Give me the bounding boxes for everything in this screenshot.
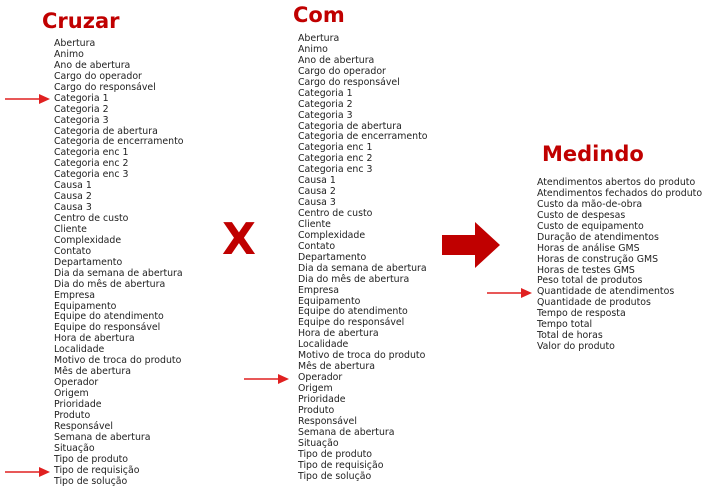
list-item: Categoria enc 1 xyxy=(54,147,129,159)
list-item: Causa 3 xyxy=(54,202,92,214)
list-item: Equipamento xyxy=(298,295,361,307)
list-item: Equipe do responsável xyxy=(298,317,405,329)
list-item: Responsável xyxy=(298,415,357,427)
list-item: Categoria de abertura xyxy=(54,125,158,137)
list-item: Causa 1 xyxy=(298,175,336,187)
list-item: Dia do mês de abertura xyxy=(54,278,166,290)
list-item: Operador xyxy=(298,372,343,384)
heading-cruzar: Cruzar xyxy=(42,9,120,33)
list-item: Operador xyxy=(54,377,99,389)
list-item: Valor do produto xyxy=(537,341,615,353)
list-item: Quantidade de produtos xyxy=(537,297,651,309)
list-item: Situação xyxy=(54,442,95,454)
list-item: Atendimentos fechados do produto xyxy=(537,187,703,199)
list-item: Ano de abertura xyxy=(54,59,131,71)
list-item: Origem xyxy=(298,383,333,394)
list-item: Semana de abertura xyxy=(298,426,395,438)
list-item: Equipe do responsável xyxy=(54,322,161,334)
list-item: Categoria enc 1 xyxy=(298,142,373,154)
list-item: Cargo do responsável xyxy=(54,81,156,93)
list-item: Hora de abertura xyxy=(298,328,379,340)
list-item: Situação xyxy=(298,437,339,449)
list-item: Tempo de resposta xyxy=(537,308,626,320)
list-item: Centro de custo xyxy=(298,208,373,219)
list-item: Motivo de troca do produto xyxy=(298,350,426,362)
list-item: Dia do mês de abertura xyxy=(298,273,410,285)
list-item: Tipo de requisição xyxy=(54,464,140,476)
list-item: Cliente xyxy=(298,218,331,230)
list-item: Prioridade xyxy=(54,398,102,410)
list-item: Equipe do atendimento xyxy=(298,306,408,318)
cruzar-dimension-list xyxy=(54,39,183,487)
list-item: Equipamento xyxy=(54,300,117,312)
list-item: Localidade xyxy=(54,344,105,356)
list-item: Atendimentos abertos do produto xyxy=(537,177,696,188)
list-item: Hora de abertura xyxy=(54,333,135,345)
list-item: Cargo do responsável xyxy=(298,76,400,88)
list-item: Categoria 1 xyxy=(54,92,109,104)
list-item: Origem xyxy=(54,388,89,399)
list-item: Categoria 3 xyxy=(54,114,109,126)
pointer-arrow-icon xyxy=(5,466,51,478)
list-item: Cargo do operador xyxy=(298,65,386,77)
list-item: Empresa xyxy=(298,284,340,296)
list-item: Categoria enc 3 xyxy=(54,169,129,181)
list-item: Mês de abertura xyxy=(298,361,375,373)
pointer-arrow-icon xyxy=(487,287,533,299)
list-item: Centro de custo xyxy=(54,213,129,224)
list-item: Causa 2 xyxy=(298,186,336,198)
list-item: Tipo de produto xyxy=(54,453,129,465)
list-item: Categoria 2 xyxy=(298,98,353,110)
list-item: Ano de abertura xyxy=(298,54,375,66)
com-dimension-list xyxy=(298,34,427,482)
list-item: Horas de análise GMS xyxy=(537,242,640,254)
list-item: Empresa xyxy=(54,289,96,301)
list-item: Custo de equipamento xyxy=(537,220,644,232)
list-item: Produto xyxy=(298,404,335,416)
list-item: Dia da semana de abertura xyxy=(54,267,183,279)
list-item: Duração de atendimentos xyxy=(537,231,659,243)
list-item: Tipo de solução xyxy=(298,470,372,482)
list-item: Contato xyxy=(54,245,92,257)
list-item: Tipo de produto xyxy=(298,448,373,460)
heading-medindo: Medindo xyxy=(542,142,644,166)
list-item: Causa 1 xyxy=(54,180,92,192)
list-item: Equipe do atendimento xyxy=(54,311,164,323)
list-item: Categoria enc 2 xyxy=(54,158,129,170)
list-item: Animo xyxy=(54,48,84,60)
list-item: Categoria 3 xyxy=(298,109,353,121)
list-item: Categoria enc 2 xyxy=(298,153,373,165)
list-item: Mês de abertura xyxy=(54,366,131,378)
list-item: Cliente xyxy=(54,223,87,235)
list-item: Categoria de encerramento xyxy=(54,136,184,148)
pointer-arrow-icon xyxy=(5,93,51,105)
list-item: Tempo total xyxy=(537,319,593,331)
list-item: Complexidade xyxy=(298,229,366,241)
list-item: Tipo de solução xyxy=(54,475,128,487)
list-item: Dia da semana de abertura xyxy=(298,262,427,274)
list-item: Prioridade xyxy=(298,393,346,405)
list-item: Custo de despesas xyxy=(537,209,626,221)
medindo-measure-list xyxy=(537,178,702,353)
list-item: Causa 2 xyxy=(54,191,92,203)
list-item: Peso total de produtos xyxy=(537,275,643,287)
list-item: Cargo do operador xyxy=(54,70,142,82)
list-item: Quantidade de atendimentos xyxy=(537,286,675,298)
list-item: Causa 3 xyxy=(298,197,336,209)
list-item: Tipo de requisição xyxy=(298,459,384,471)
list-item: Custo da mão-de-obra xyxy=(537,198,643,210)
list-item: Semana de abertura xyxy=(54,431,151,443)
list-item: Localidade xyxy=(298,339,349,351)
list-item: Abertura xyxy=(298,33,340,44)
pointer-arrow-icon xyxy=(244,373,290,385)
list-item: Horas de construção GMS xyxy=(537,253,659,265)
list-item: Categoria 1 xyxy=(298,87,353,99)
list-item: Animo xyxy=(298,43,328,55)
list-item: Horas de testes GMS xyxy=(537,264,635,276)
big-right-arrow-icon xyxy=(442,222,500,268)
list-item: Departamento xyxy=(298,251,367,263)
list-item: Contato xyxy=(298,240,336,252)
list-item: Produto xyxy=(54,409,91,421)
list-item: Categoria enc 3 xyxy=(298,164,373,176)
list-item: Categoria de abertura xyxy=(298,120,402,132)
cross-icon: X xyxy=(222,214,256,265)
list-item: Abertura xyxy=(54,38,96,49)
list-item: Responsável xyxy=(54,420,113,432)
list-item: Categoria de encerramento xyxy=(298,131,428,143)
list-item: Departamento xyxy=(54,256,123,268)
list-item: Motivo de troca do produto xyxy=(54,355,182,367)
list-item: Categoria 2 xyxy=(54,103,109,115)
list-item: Complexidade xyxy=(54,234,122,246)
list-item: Total de horas xyxy=(537,330,603,342)
heading-com: Com xyxy=(293,3,345,27)
